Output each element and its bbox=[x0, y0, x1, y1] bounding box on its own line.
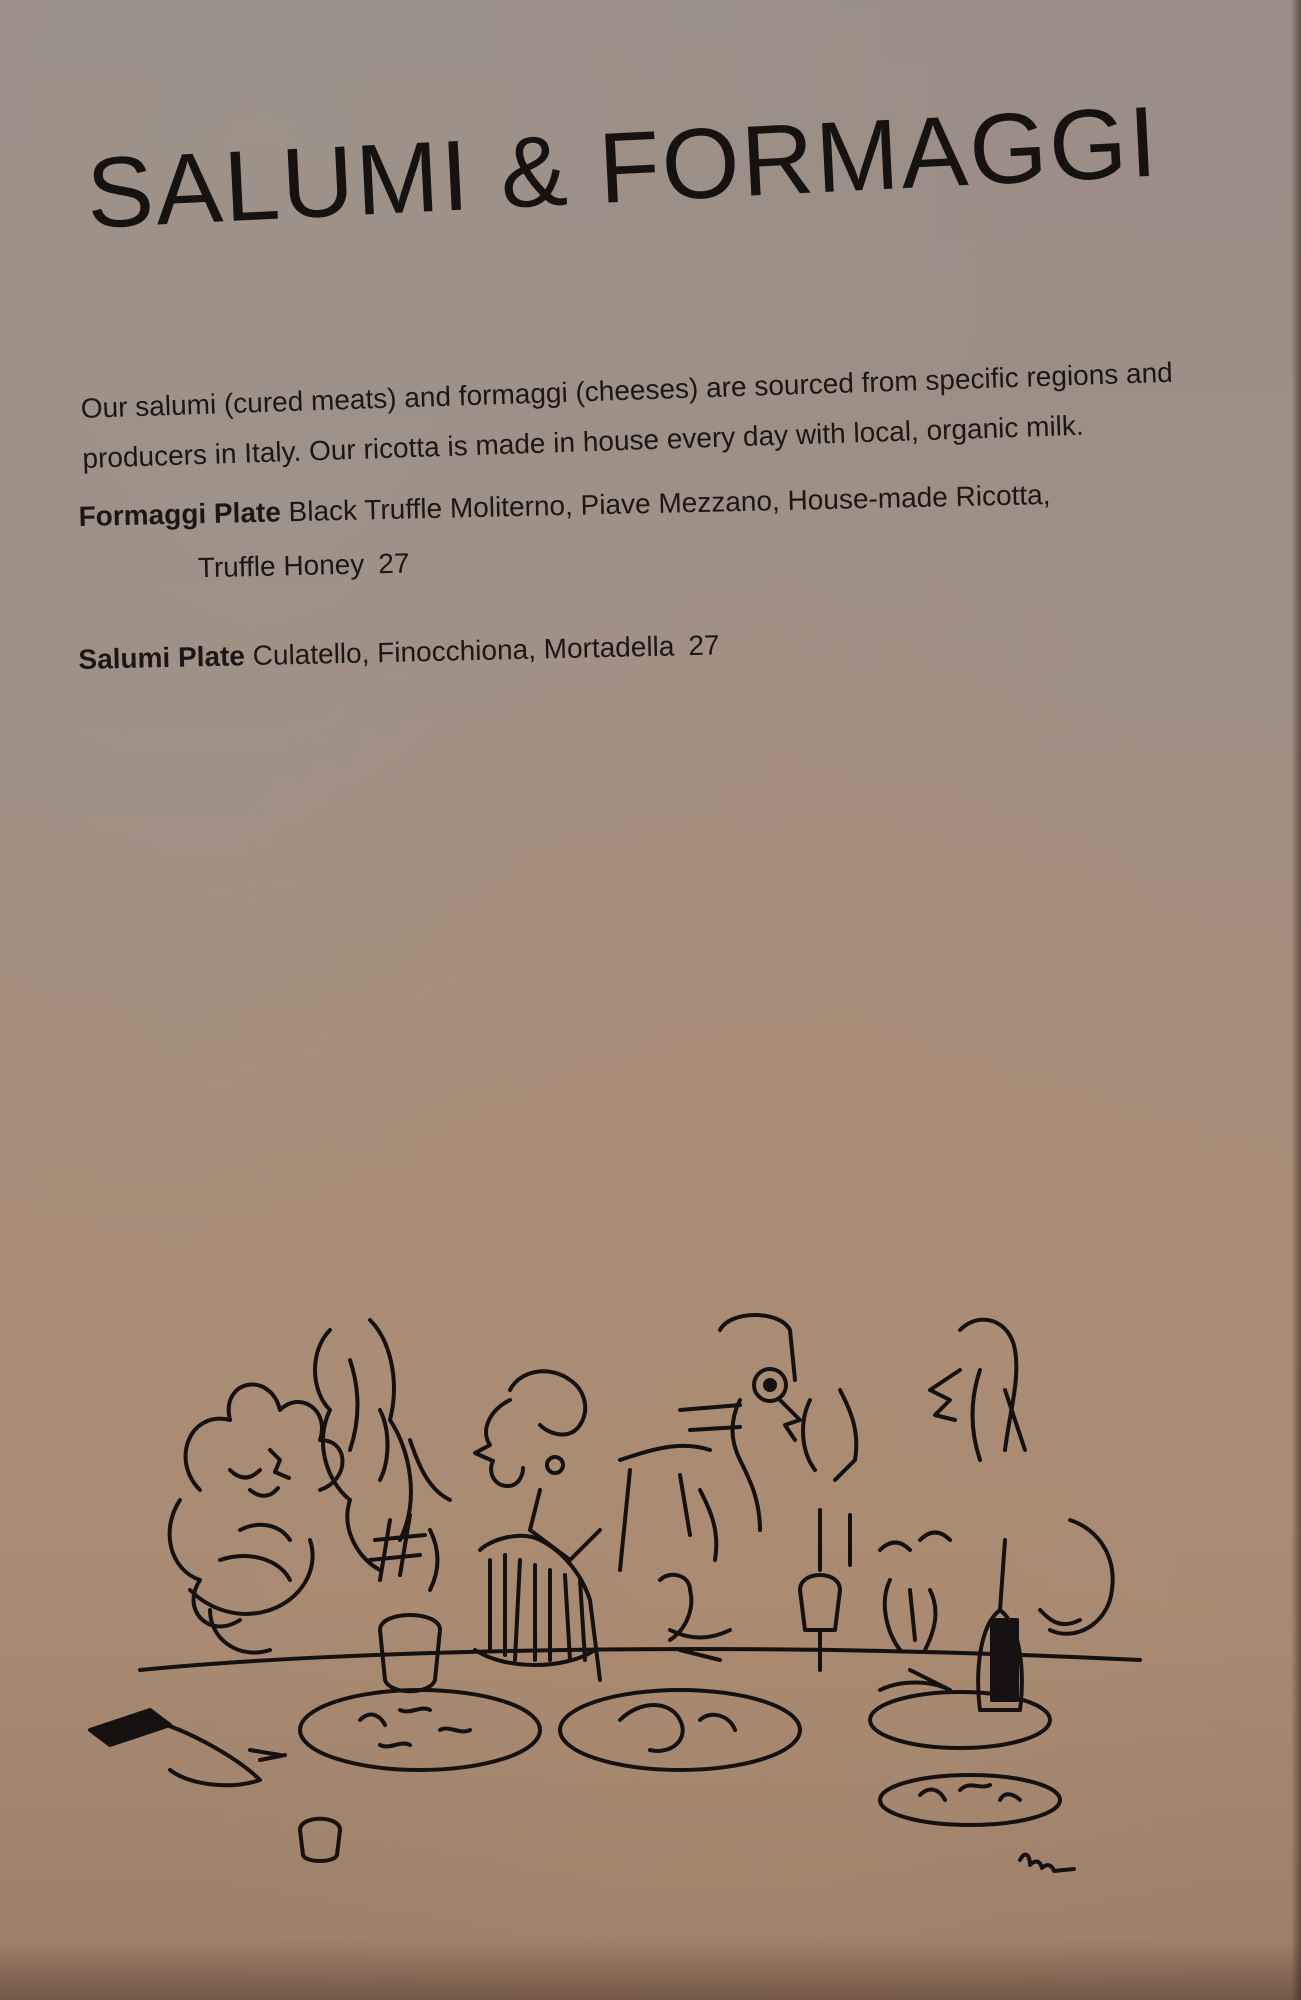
menu-item-name: Formaggi Plate bbox=[78, 496, 282, 532]
menu-item-name: Salumi Plate bbox=[78, 640, 246, 675]
menu-item-description: Culatello, Finocchiona, Mortadella bbox=[252, 630, 675, 672]
page-title: SALUMI & FORMAGGI bbox=[84, 85, 1162, 250]
page-bottom-shadow bbox=[0, 1940, 1301, 2000]
dinner-party-sketch-icon bbox=[80, 1290, 1210, 1910]
menu-item-description: Black Truffle Moliterno, Piave Mezzano, House-made Ricotta, bbox=[288, 478, 1051, 528]
menu-item-description-cont: Truffle Honey bbox=[197, 548, 365, 584]
menu-item-salumi bbox=[78, 625, 720, 680]
menu-item-formaggi bbox=[78, 468, 1052, 598]
menu-item-price: 27 bbox=[377, 547, 410, 580]
menu-intro: Our salumi (cured meats) and formaggi (cheeses) are sourced from specific regions and producers in Italy. Our ricotta is made in house every day with local, organic milk. bbox=[80, 356, 1174, 474]
menu-item-price: 27 bbox=[688, 629, 720, 662]
page-edge-shadow bbox=[1291, 0, 1301, 2000]
